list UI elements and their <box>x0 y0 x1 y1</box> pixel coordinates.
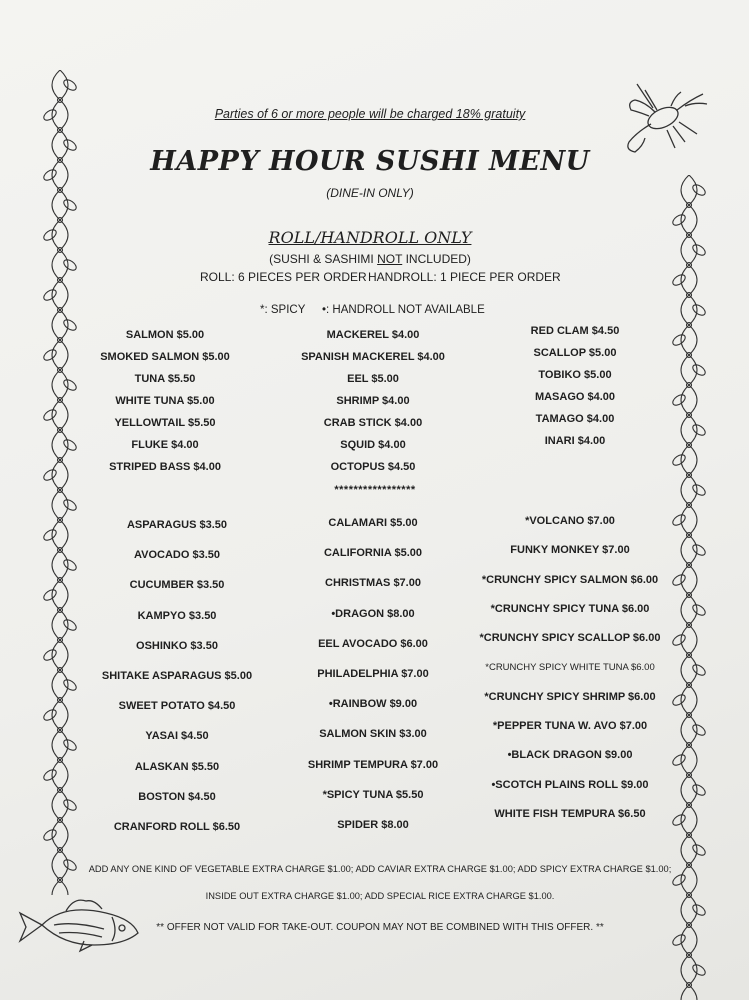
menu-item: •BLACK DRAGON $9.00 <box>507 749 633 762</box>
menu-item: ASPARAGUS $3.50 <box>126 519 228 531</box>
menu-item: SPANISH MACKEREL $4.00 <box>301 351 445 363</box>
menu-item: *CRUNCHY SPICY WHITE TUNA $6.00 <box>485 661 655 673</box>
section-separator: ***************** <box>334 484 416 496</box>
menu-item: CHRISTMAS $7.00 <box>325 577 421 590</box>
menu-item: OCTOPUS $4.50 <box>330 461 416 473</box>
menu-item: AVOCADO $3.50 <box>134 549 220 562</box>
menu-item: CUCUMBER $3.50 <box>129 579 225 592</box>
menu-item: CALIFORNIA $5.00 <box>323 547 422 560</box>
menu-item: STRIPED BASS $4.00 <box>109 461 221 473</box>
menu-title: HAPPY HOUR SUSHI MENU <box>150 146 590 177</box>
menu-item: YELLOWTAIL $5.50 <box>114 417 216 429</box>
menu-item: SALMON SKIN $3.00 <box>319 728 427 741</box>
menu-item: SQUID $4.00 <box>340 439 406 451</box>
menu-item: *CRUNCHY SPICY SHRIMP $6.00 <box>484 690 656 703</box>
menu-item: YASAI $4.50 <box>145 730 209 743</box>
menu-item: OSHINKO $3.50 <box>136 639 218 652</box>
right-vine-border <box>665 175 713 1000</box>
roll-section-title: ROLL/HANDROLL ONLY <box>268 228 472 247</box>
menu-item: MASAGO $4.00 <box>534 391 616 403</box>
menu-item: CRANFORD ROLL $6.50 <box>113 821 241 833</box>
extra-charges-line-1: ADD ANY ONE KIND OF VEGETABLE EXTRA CHARGE $1.00; ADD CAVIAR EXTRA CHARGE $1.00; ADD SPICY EXTRA CHARGE $1.00; <box>88 864 672 874</box>
menu-item: •RAINBOW $9.00 <box>328 698 418 711</box>
menu-item: PHILADELPHIA $7.00 <box>317 668 429 680</box>
menu-item: EEL $5.00 <box>347 373 399 385</box>
legend-handroll: •: HANDROLL NOT AVAILABLE <box>322 304 485 316</box>
roll-pieces-note: ROLL: 6 PIECES PER ORDER <box>200 270 367 284</box>
lobster-icon <box>615 80 715 160</box>
menu-item: *PEPPER TUNA W. AVO $7.00 <box>492 720 648 733</box>
menu-item: FLUKE $4.00 <box>131 439 199 451</box>
sushi-excluded-note: (SUSHI & SASHIMI NOT INCLUDED) <box>269 252 471 266</box>
menu-item: FUNKY MONKEY $7.00 <box>510 544 630 557</box>
menu-item: *VOLCANO $7.00 <box>525 515 615 527</box>
menu-item: SPIDER $8.00 <box>337 819 409 831</box>
menu-item: *CRUNCHY SPICY SALMON $6.00 <box>481 573 659 586</box>
menu-item: WHITE FISH TEMPURA $6.50 <box>494 808 646 820</box>
menu-item: SHRIMP TEMPURA $7.00 <box>307 758 439 771</box>
menu-item: CRAB STICK $4.00 <box>323 417 423 429</box>
menu-item: *CRUNCHY SPICY TUNA $6.00 <box>490 602 650 615</box>
menu-item: ALASKAN $5.50 <box>134 760 220 773</box>
menu-item: TOBIKO $5.00 <box>538 369 612 381</box>
legend-spicy: *: SPICY <box>260 304 306 316</box>
menu-item: WHITE TUNA $5.00 <box>115 395 215 407</box>
menu-item: SWEET POTATO $4.50 <box>118 700 236 713</box>
menu-item: EEL AVOCADO $6.00 <box>318 637 428 650</box>
menu-item: BOSTON $4.50 <box>138 790 216 803</box>
menu-item: SHITAKE ASPARAGUS $5.00 <box>101 670 253 682</box>
menu-item: SCALLOP $5.00 <box>533 347 617 359</box>
menu-item: •DRAGON $8.00 <box>331 607 415 620</box>
menu-item: TUNA $5.50 <box>134 373 196 385</box>
menu-item: CALAMARI $5.00 <box>328 517 418 529</box>
menu-item: *CRUNCHY SPICY SCALLOP $6.00 <box>479 632 661 645</box>
menu-item: KAMPYO $3.50 <box>137 609 217 622</box>
menu-item: TAMAGO $4.00 <box>535 413 615 425</box>
extra-charges-line-2: INSIDE OUT EXTRA CHARGE $1.00; ADD SPECIAL RICE EXTRA CHARGE $1.00. <box>205 891 555 901</box>
menu-item: •SCOTCH PLAINS ROLL $9.00 <box>491 778 649 791</box>
offer-disclaimer: ** OFFER NOT VALID FOR TAKE-OUT. COUPON MAY NOT BE COMBINED WITH THIS OFFER. ** <box>156 922 604 933</box>
menu-item: MACKEREL $4.00 <box>326 329 420 341</box>
gratuity-notice: Parties of 6 or more people will be charged 18% gratuity <box>214 107 526 121</box>
menu-item: RED CLAM $4.50 <box>530 325 620 337</box>
menu-item: SHRIMP $4.00 <box>336 395 410 407</box>
dine-in-note: (DINE-IN ONLY) <box>326 186 414 200</box>
menu-item: SALMON $5.00 <box>125 329 205 341</box>
handroll-pieces-note: HANDROLL: 1 PIECE PER ORDER <box>368 270 561 284</box>
menu-item: *SPICY TUNA $5.50 <box>322 788 424 801</box>
menu-item: SMOKED SALMON $5.00 <box>100 351 230 363</box>
menu-item: INARI $4.00 <box>544 435 606 447</box>
